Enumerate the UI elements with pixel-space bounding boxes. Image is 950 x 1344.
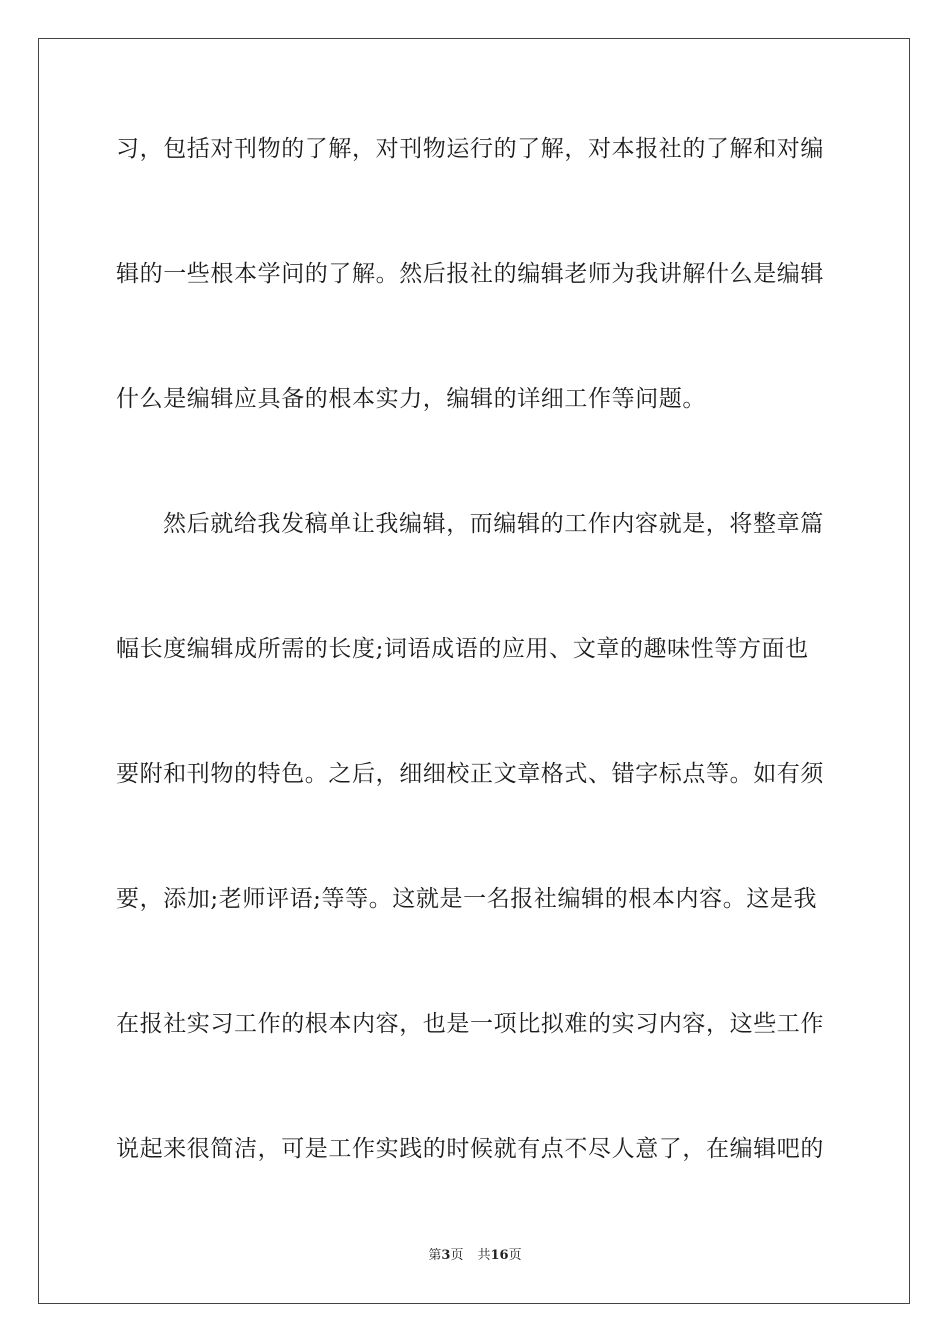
body-line-8: 在报社实习工作的根本内容，也是一项比拟难的实习内容，这些工作 (116, 1011, 824, 1037)
body-line-1: 习，包括对刊物的了解，对刊物运行的了解，对本报社的了解和对编 (116, 136, 824, 162)
page-footer (0, 1247, 950, 1265)
body-line-6: 要附和刊物的特色。之后，细细校正文章格式、错字标点等。如有须 (116, 761, 824, 787)
total-prefix: 共 (477, 1248, 491, 1263)
body-line-3: 什么是编辑应具备的根本实力，编辑的详细工作等问题。 (116, 386, 706, 412)
body-line-9: 说起来很简洁，可是工作实践的时候就有点不尽人意了，在编辑吧的 (116, 1136, 824, 1162)
page-suffix: 页 (450, 1248, 464, 1263)
body-line-2: 辑的一些根本学问的了解。然后报社的编辑老师为我讲解什么是编辑 (116, 261, 824, 287)
body-line-7: 要，添加;老师评语;等等。这就是一名报社编辑的根本内容。这是我 (116, 886, 818, 912)
page-prefix: 第 (428, 1248, 442, 1263)
current-page-number: 3 (441, 1248, 451, 1263)
body-line-5: 幅长度编辑成所需的长度;词语成语的应用、文章的趣味性等方面也 (116, 636, 809, 662)
total-suffix: 页 (508, 1248, 522, 1263)
total-pages-number: 16 (490, 1248, 509, 1263)
body-line-4-paragraph-start: 然后就给我发稿单让我编辑，而编辑的工作内容就是，将整章篇 (163, 511, 824, 537)
page-border (38, 38, 910, 1304)
